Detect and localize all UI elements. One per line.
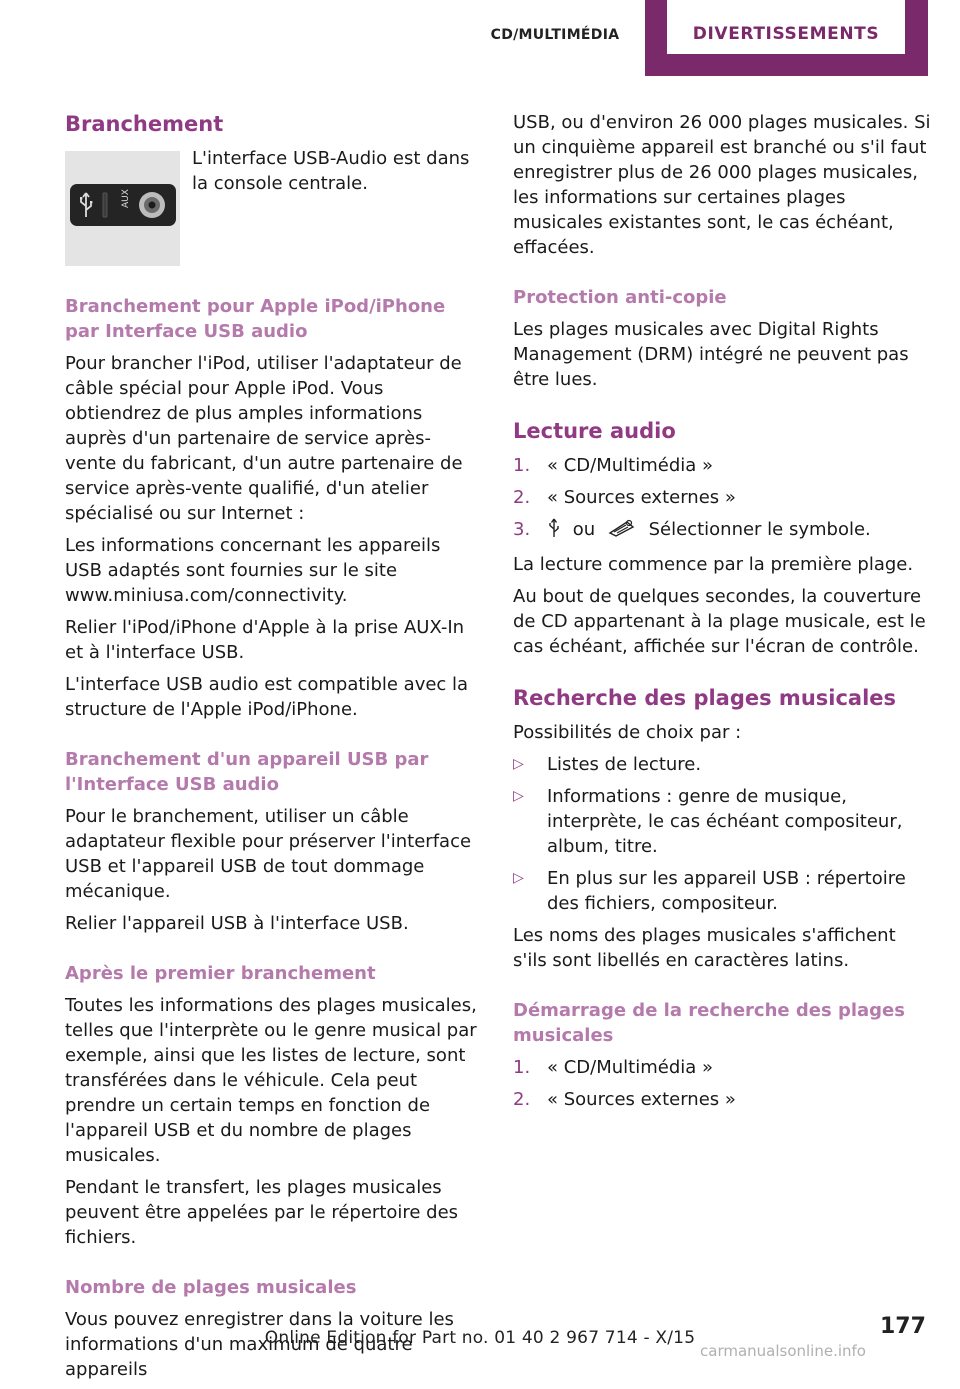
apple-heading: Branchement pour Apple iPod/iPhone par Interface USB audio (65, 296, 446, 342)
copy-protection-heading: Protection anti-copie (513, 287, 727, 308)
step-text: Sélectionner le symbole. (648, 519, 871, 540)
bullet-text: Informations : genre de musique, interprète, le cas échéant compositeur, album, titre. (547, 786, 903, 857)
step-number: 1. (513, 455, 531, 476)
apple-paragraph-3: Relier l'iPod/iPhone d'Apple à la prise AUX-In et à l'interface USB. (65, 617, 465, 663)
audio-paragraph-2: Au bout de quelques secondes, la couverture de CD appartenant à la plage musicale, est le cas échéant, affichée sur l'écran de contrôle. (513, 586, 926, 657)
first-connection-heading: Après le premier branchement (65, 963, 376, 984)
first-connection-paragraph-2: Pendant le transfert, les plages musicales peuvent être appelées par le répertoire des fichiers. (65, 1177, 459, 1248)
list-item (513, 485, 931, 510)
step-text: « Sources externes » (547, 487, 736, 508)
step-text: « CD/Multimédia » (547, 1057, 714, 1078)
usb-paragraph-2: Relier l'appareil USB à l'interface USB. (65, 913, 409, 934)
apple-paragraph-1: Pour brancher l'iPod, utiliser l'adaptateur de câble spécial pour Apple iPod. Vous obtiendrez de plus amples informations auprès d'un partenaire de service après-vente du fabricant, d'un autre partenaire de service après-vente qualifié, d'un atelier spécialisé ou sur Internet : (65, 353, 463, 524)
apple-paragraph-4: L'interface USB audio est compatible avec la structure de l'Apple iPod/iPhone. (65, 674, 469, 720)
tab-chapter-label: DIVERTISSEMENTS (667, 0, 905, 54)
triangle-bullet-icon: ▷ (513, 756, 524, 772)
track-search-heading: Recherche des plages musicales (513, 686, 897, 710)
branchement-text: L'interface USB-Audio est dans la console centrale. (192, 148, 470, 194)
start-search-heading: Démarrage de la recherche des plages musicales (513, 1000, 905, 1046)
step-number: 3. (513, 519, 531, 540)
bullet-text: En plus sur les appareil USB : répertoire des fichiers, compositeur. (547, 868, 906, 914)
usb-paragraph-1: Pour le branchement, utiliser un câble adaptateur flexible pour préserver l'interface USB et l'appareil USB de tout dommage mécanique. (65, 806, 472, 902)
first-connection-paragraph-1: Toutes les informations des plages musicales, telles que l'interprète ou le genre musical par exemple, ainsi que les listes de lecture, sont transférées dans le véhicule. Cela peut prendre un certain temps en fonction de l'appareil USB et du nombre de plages musicales. (65, 995, 477, 1166)
usb-aux-socket-icon (70, 184, 176, 226)
usb-aux-socket-image (65, 151, 180, 266)
header-tabs (0, 0, 960, 78)
start-search-steps (513, 1055, 931, 1112)
track-count-heading: Nombre de plages musicales (65, 1277, 357, 1298)
page-number: 177 (880, 1314, 926, 1339)
branchement-heading: Branchement (65, 112, 224, 136)
step-number: 2. (513, 487, 531, 508)
step-number: 2. (513, 1089, 531, 1110)
left-column (65, 110, 481, 1389)
triangle-bullet-icon: ▷ (513, 788, 524, 804)
tab-section: CD/MULTIMÉDIA (490, 27, 620, 43)
list-item (513, 1087, 931, 1112)
tab-chapter-active (645, 0, 928, 76)
bullet-text: Listes de lecture. (547, 754, 702, 775)
svg-text:AUX: AUX (121, 189, 131, 208)
track-count-paragraph: Vous pouvez enregistrer dans la voiture les informations d'un maximum de quatre appareils (65, 1309, 454, 1380)
usb-heading: Branchement d'un appareil USB par l'Interface USB audio (65, 749, 429, 795)
audio-paragraph-1: La lecture commence par la première plage. (513, 554, 914, 575)
list-item (513, 784, 931, 859)
step-text: « Sources externes » (547, 1089, 736, 1110)
apple-paragraph-2: Les informations concernant les appareils USB adaptés sont fournies sur le site www.miniusa.com/connectivity. (65, 535, 441, 606)
audio-playback-heading: Lecture audio (513, 419, 676, 443)
list-item (513, 752, 931, 777)
list-item (513, 866, 931, 916)
list-item (513, 1055, 931, 1080)
step-number: 1. (513, 1057, 531, 1078)
footer-edition: Online Edition for Part no. 01 40 2 967 714 - X/15 (264, 1328, 696, 1348)
track-count-paragraph-cont: USB, ou d'environ 26 000 plages musicales. Si un cinquième appareil est branché ou s'il faut enregistrer plus de 26 000 plages musicales, les informations sur certaines plages musicales existantes sont, le cas échéant, effacées. (513, 112, 931, 258)
triangle-bullet-icon: ▷ (513, 870, 524, 886)
audio-steps-list (513, 453, 931, 545)
usb-aux-panel (70, 184, 176, 226)
track-search-paragraph: Les noms des plages musicales s'affichent s'ils sont libellés en caractères latins. (513, 925, 896, 971)
ipod-icon (607, 518, 637, 545)
track-search-list (513, 752, 931, 916)
usb-icon (547, 518, 561, 545)
track-search-intro: Possibilités de choix par : (513, 722, 742, 743)
watermark: carmanualsonline.info (700, 1342, 866, 1360)
step-text: « CD/Multimédia » (547, 455, 714, 476)
list-item (513, 453, 931, 478)
step-or-text: ou (572, 519, 596, 540)
copy-protection-paragraph: Les plages musicales avec Digital Rights Management (DRM) intégré ne peuvent pas être lues. (513, 319, 909, 390)
list-item (513, 517, 931, 545)
right-column (513, 110, 931, 1119)
